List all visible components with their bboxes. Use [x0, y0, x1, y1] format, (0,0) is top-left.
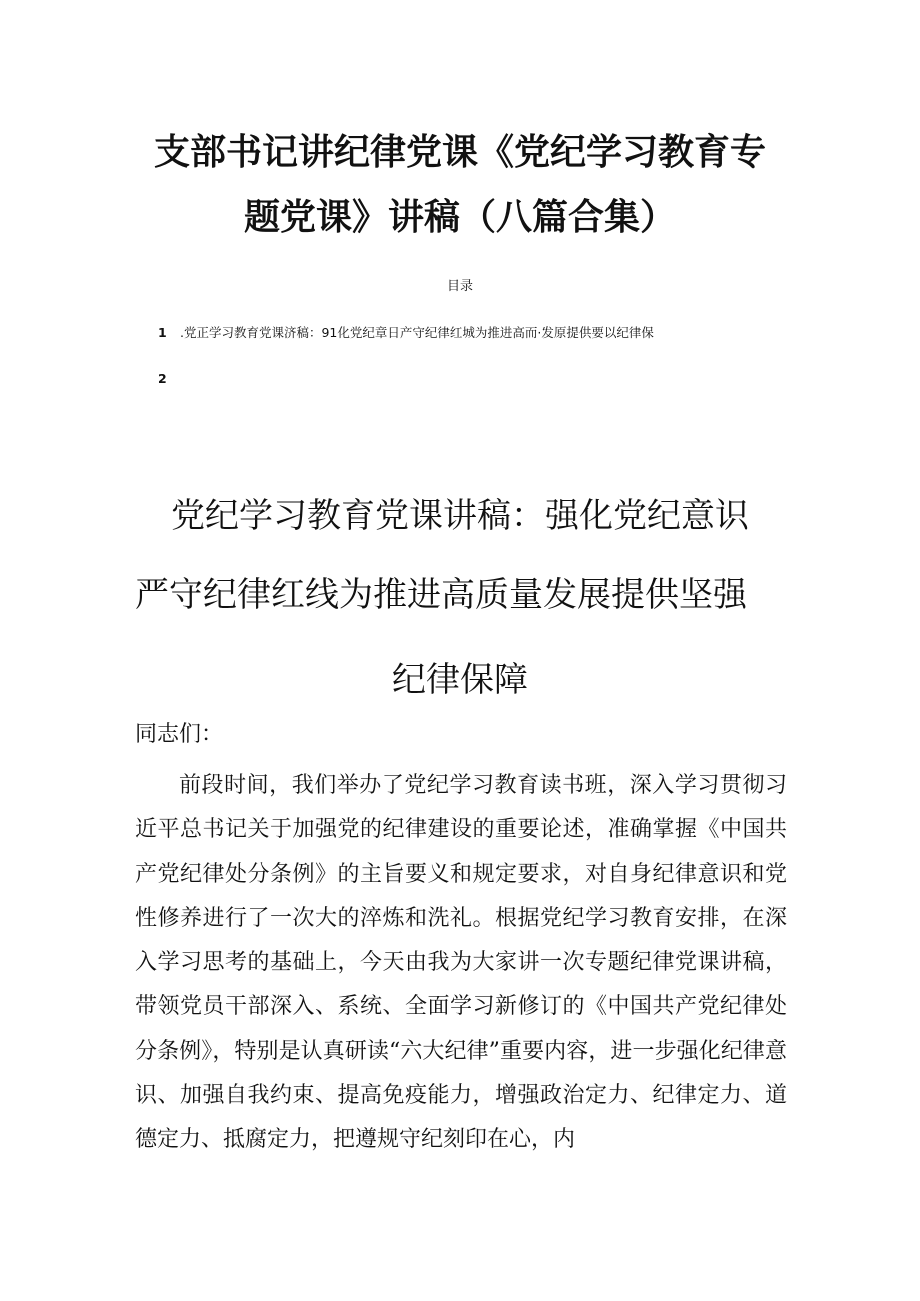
- toc-item-text: .党正学习教育党课济稿：91化党纪章日产守纪律红城为推进高而·发原提供要以纪律保: [180, 325, 654, 340]
- toc-item-number: 1: [158, 325, 167, 340]
- salutation: 同志们：: [135, 722, 224, 747]
- body-paragraph: 前段时间，我们举办了党纪学习教育读书班，深入学习贯彻习近平总书记关于加强党的纪律建设的重要论述，准确掌握《中国共产党纪律处分条例》的主旨要义和规定要求，对自身纪律意识和党性修养进行了一次大的淬炼和洗礼。根据党纪学习教育安排，在深入学习思考的基础上，今天由我为大家讲一次专题纪律党课讲稿，带领党员干部深入、系统、全面学习新修订的《中国共产党纪律处分条例》，特别是认真研读“六大纪律”重要内容，进一步强化纪律意识、加强自我约束、提高免疫能力，增强政治定力、纪律定力、道德定力、抵腐定力，把遵规守纪刻印在心，内: [135, 773, 787, 1153]
- section-title-line-2: 严守纪律红线为推进高质量发展提供坚强: [135, 575, 747, 615]
- toc-item-number: 2: [158, 371, 167, 386]
- section-title-line-1: 党纪学习教育党课讲稿：强化党纪意识: [171, 496, 749, 536]
- section-title-line-3: 纪律保障: [392, 660, 528, 700]
- document-title-line-1: 支部书记讲纪律党课《党纪学习教育专: [153, 132, 766, 173]
- document-title-line-2: 题党课》讲稿（八篇合集）: [243, 197, 676, 238]
- toc-item[interactable]: [158, 324, 654, 342]
- toc-heading: 目录: [446, 279, 473, 294]
- toc-item[interactable]: [158, 370, 180, 388]
